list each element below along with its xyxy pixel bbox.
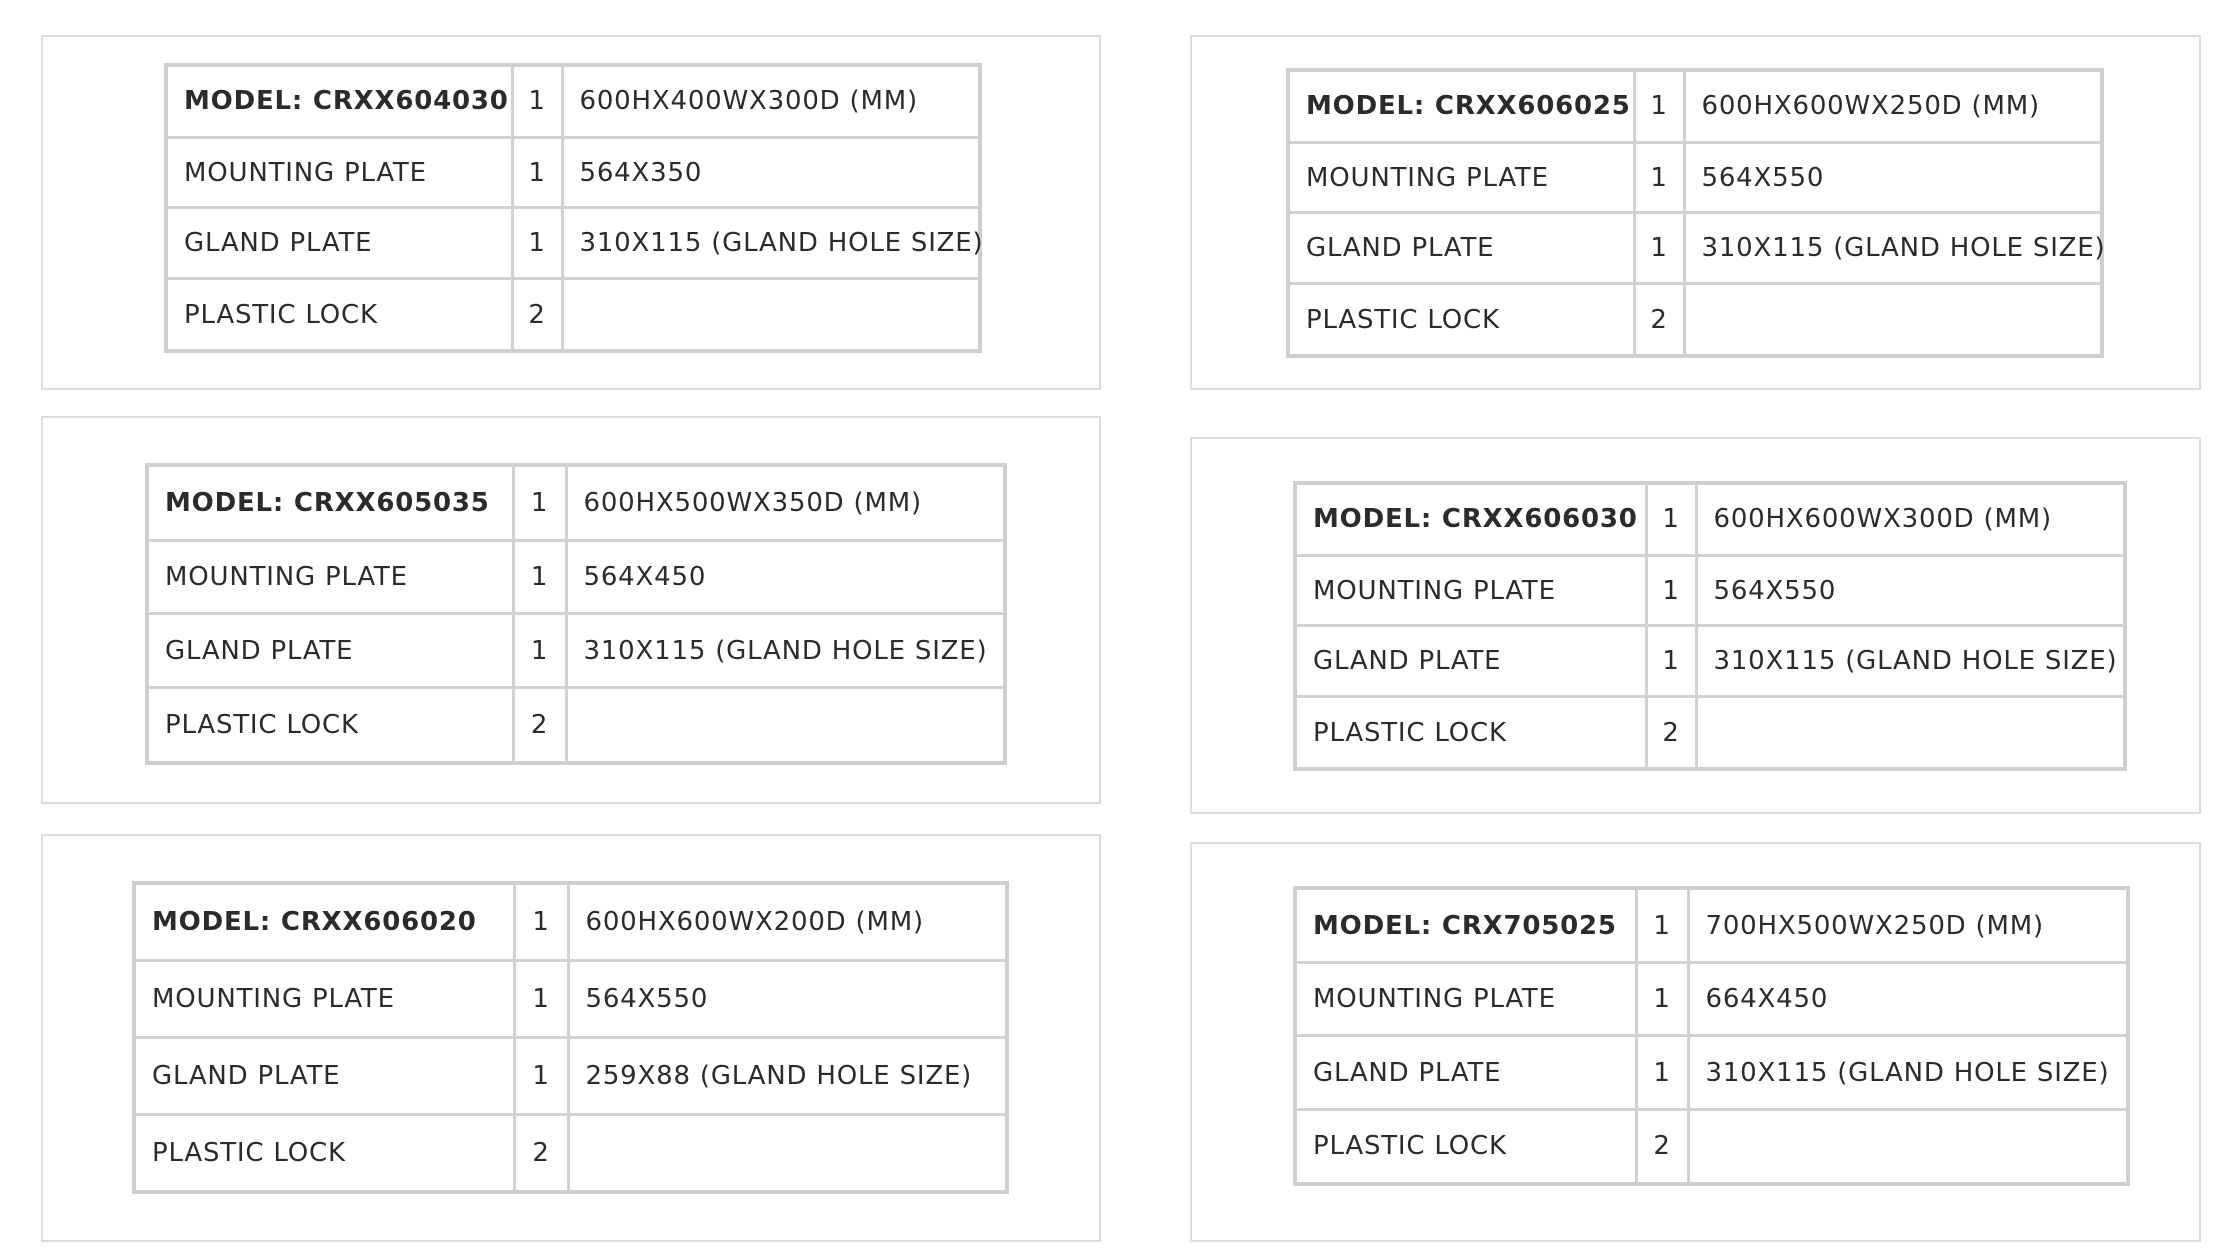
item-name: MOUNTING PLATE: [147, 540, 513, 614]
item-qty: 2: [1634, 284, 1684, 356]
item-qty: 2: [1646, 697, 1696, 769]
model-qty: 1: [512, 65, 562, 137]
table-row: [1295, 963, 2128, 1036]
item-name: MOUNTING PLATE: [1288, 142, 1634, 213]
item-spec: 310X115 (GLAND HOLE SIZE): [1684, 213, 2102, 284]
item-spec: 564X350: [562, 137, 980, 208]
model-dimensions: 600HX400WX300D (MM): [562, 65, 980, 137]
model-dimensions: 700HX500WX250D (MM): [1688, 888, 2128, 963]
model-dimensions: 600HX600WX200D (MM): [568, 883, 1007, 961]
item-name: GLAND PLATE: [1295, 626, 1646, 697]
model-name: MODEL: CRX705025: [1295, 888, 1636, 963]
item-qty: 1: [512, 137, 562, 208]
item-name: GLAND PLATE: [134, 1037, 514, 1114]
table-row: [1295, 1036, 2128, 1109]
item-spec: [568, 1114, 1007, 1192]
spec-card-crx705025: [1190, 842, 2201, 1242]
item-name: PLASTIC LOCK: [134, 1114, 514, 1192]
item-spec: 310X115 (GLAND HOLE SIZE): [1696, 626, 2125, 697]
table-row: [147, 540, 1005, 614]
spec-card-crxx604030: [41, 35, 1101, 390]
table-row: [1295, 626, 2125, 697]
item-qty: 2: [1636, 1109, 1688, 1184]
item-name: MOUNTING PLATE: [1295, 963, 1636, 1036]
spec-card-crxx606030: [1190, 437, 2201, 814]
model-name: MODEL: CRXX605035: [147, 465, 513, 540]
model-row: [1295, 888, 2128, 963]
item-name: GLAND PLATE: [1295, 1036, 1636, 1109]
item-qty: 1: [1646, 626, 1696, 697]
item-name: MOUNTING PLATE: [1295, 555, 1646, 626]
item-spec: 564X550: [1684, 142, 2102, 213]
table-row: [134, 1114, 1007, 1192]
spec-table: [1286, 68, 2104, 358]
table-row: [147, 688, 1005, 763]
item-spec: [1688, 1109, 2128, 1184]
item-qty: 1: [514, 961, 568, 1038]
item-name: GLAND PLATE: [166, 208, 512, 279]
item-spec: 664X450: [1688, 963, 2128, 1036]
item-qty: 1: [513, 614, 566, 688]
item-spec: 259X88 (GLAND HOLE SIZE): [568, 1037, 1007, 1114]
item-qty: 2: [514, 1114, 568, 1192]
item-name: PLASTIC LOCK: [147, 688, 513, 763]
model-qty: 1: [1636, 888, 1688, 963]
item-spec: 310X115 (GLAND HOLE SIZE): [566, 614, 1005, 688]
table-row: [166, 137, 980, 208]
table-row: [1295, 1109, 2128, 1184]
item-qty: 1: [1634, 142, 1684, 213]
table-row: [134, 1037, 1007, 1114]
model-name: MODEL: CRXX604030: [166, 65, 512, 137]
table-row: [1295, 555, 2125, 626]
model-qty: 1: [513, 465, 566, 540]
item-qty: 2: [512, 279, 562, 351]
model-name: MODEL: CRXX606020: [134, 883, 514, 961]
model-name: MODEL: CRXX606030: [1295, 483, 1646, 555]
model-dimensions: 600HX600WX250D (MM): [1684, 70, 2102, 142]
item-spec: 564X550: [1696, 555, 2125, 626]
item-name: GLAND PLATE: [1288, 213, 1634, 284]
item-name: MOUNTING PLATE: [134, 961, 514, 1038]
item-spec: 310X115 (GLAND HOLE SIZE): [562, 208, 980, 279]
table-row: [1295, 697, 2125, 769]
item-qty: 1: [513, 540, 566, 614]
spec-table: [132, 881, 1009, 1194]
spec-table: [1293, 481, 2127, 771]
model-row: [166, 65, 980, 137]
model-qty: 1: [1634, 70, 1684, 142]
spec-table: [1293, 886, 2130, 1186]
item-spec: [562, 279, 980, 351]
item-name: PLASTIC LOCK: [1288, 284, 1634, 356]
table-row: [166, 208, 980, 279]
model-row: [1288, 70, 2102, 142]
spec-card-crxx606025: [1190, 35, 2201, 390]
item-qty: 1: [512, 208, 562, 279]
item-spec: [1684, 284, 2102, 356]
item-spec: 564X450: [566, 540, 1005, 614]
model-row: [1295, 483, 2125, 555]
item-name: PLASTIC LOCK: [166, 279, 512, 351]
item-name: MOUNTING PLATE: [166, 137, 512, 208]
spec-table: [145, 463, 1007, 765]
model-dimensions: 600HX500WX350D (MM): [566, 465, 1005, 540]
table-row: [1288, 284, 2102, 356]
item-qty: 1: [1636, 1036, 1688, 1109]
model-qty: 1: [514, 883, 568, 961]
model-row: [147, 465, 1005, 540]
item-qty: 1: [514, 1037, 568, 1114]
item-spec: [566, 688, 1005, 763]
spec-table: [164, 63, 982, 353]
item-name: GLAND PLATE: [147, 614, 513, 688]
table-row: [1288, 213, 2102, 284]
table-row: [1288, 142, 2102, 213]
spec-card-crxx605035: [41, 416, 1101, 804]
item-qty: 1: [1646, 555, 1696, 626]
item-qty: 1: [1636, 963, 1688, 1036]
item-name: PLASTIC LOCK: [1295, 697, 1646, 769]
table-row: [147, 614, 1005, 688]
model-row: [134, 883, 1007, 961]
model-dimensions: 600HX600WX300D (MM): [1696, 483, 2125, 555]
model-name: MODEL: CRXX606025: [1288, 70, 1634, 142]
item-qty: 2: [513, 688, 566, 763]
item-spec: 564X550: [568, 961, 1007, 1038]
item-spec: 310X115 (GLAND HOLE SIZE): [1688, 1036, 2128, 1109]
item-spec: [1696, 697, 2125, 769]
model-qty: 1: [1646, 483, 1696, 555]
table-row: [134, 961, 1007, 1038]
item-qty: 1: [1634, 213, 1684, 284]
item-name: PLASTIC LOCK: [1295, 1109, 1636, 1184]
spec-card-crxx606020: [41, 834, 1101, 1242]
table-row: [166, 279, 980, 351]
